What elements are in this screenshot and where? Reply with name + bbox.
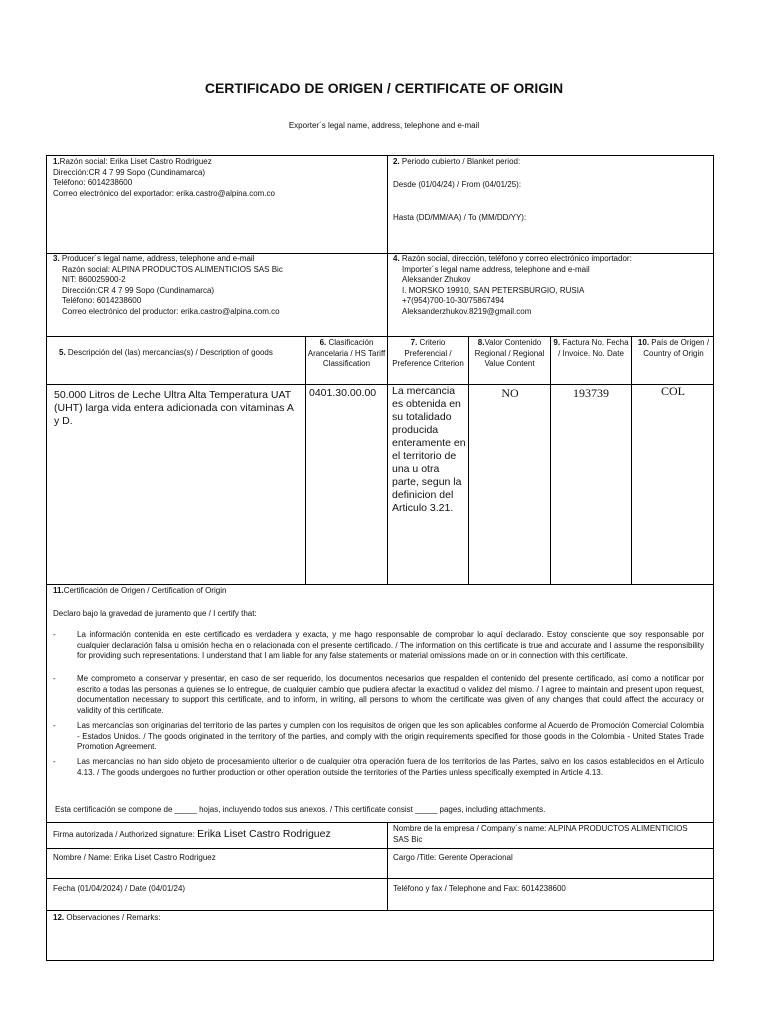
certification-heading: 11.Certificación de Origen / Certification of Origin [53,586,227,595]
divider [46,584,714,585]
producer-label: Producer´s legal name, address, telephone and e-mail [59,254,255,263]
divider [46,336,714,337]
field-number: 5. [59,348,66,357]
invoice-number: 193739 [573,386,609,400]
bullet-marker: - [53,757,56,766]
remarks-field [53,913,161,924]
signature-label: Firma autorizada / Authorized signature: [53,830,198,839]
header-country-origin: 10. País de Origen / Country of Origin [637,338,710,358]
divider [387,336,388,584]
divider [305,336,306,584]
importer-phone: +7(954)700-10-30/75867494 [402,296,505,305]
certificate-title: CERTIFICADO DE ORIGEN / CERTIFICATE OF ORIGIN [204,80,564,96]
certification-statement: Me comprometo a conservar y presentar, en caso de ser requerido, los documentos necesarios que respalden el contenido del presente certificado, así como a notificar por escrito a todas las personas a quienes se lo entregue, de cualquier cambio que pudiera afectar la exactitud o validez del mismo. / I agree to maintain and present upon request, documentation necessary to support this certificate, and to inform, in writing, all persons to whom the certificate was given of any changes that could affect the accuracy or validity of this certificate. [77,674,704,715]
period-to: Hasta (DD/MM/AA) / To (MM/DD/YY): [393,213,527,222]
field-number: 4. [393,254,400,263]
producer-nit: NIT: 860025900-2 [62,275,126,284]
page-count-statement: Esta certificación se compone de _____ hojas, incluyendo todos sus anexos. / This certificate consist _____ pages, including attachments. [55,805,546,814]
name-label: Nombre / Name: [53,853,114,862]
title-value: Gerente Operacional [438,853,513,862]
producer-phone: Teléfono: 6014238600 [62,296,142,305]
divider [46,822,714,823]
importer-label: Razón social, dirección, teléfono y correo electrónico importador: [399,254,632,263]
exporter-name: Razón social: Erika Liset Castro Rodriguez [59,157,212,166]
field-number: 11. [53,586,64,595]
goods-description: 50.000 Litros de Leche Ultra Alta Temperatura UAT (UHT) larga vida entera adicionada con vitaminas A y D. [54,389,294,427]
regional-value-content: NO [501,386,519,400]
divider [387,822,388,910]
certification-intro: Declaro bajo la gravedad de juramento que / I certify that: [53,609,257,618]
header-invoice: 9. Factura No. Fecha / Invoice. No. Date [553,338,629,358]
name-field [53,853,216,864]
company-label: Nombre de la empresa / Company´s name: [393,824,549,833]
preference-criterion: La mercancia es obtenida en su totalidado producida enteramente en el territorio de una u otra parte, segun la definicion del Articulo 3.21. [392,385,466,514]
importer-section [393,254,632,317]
bullet-marker: - [53,674,56,683]
field-number: 1. [53,157,60,166]
exporter-email: Correo electrónico del exportador: erika.castro@alpina.com.co [53,188,276,198]
field-number: 9. [553,338,561,347]
field-number: 10. [637,338,650,347]
date-field: Fecha (01/04/2024) / Date (04/01/24) [53,884,186,893]
field-number: 3. [53,254,60,263]
remarks-label: Observaciones / Remarks: [64,913,161,922]
bullet-marker: - [53,630,56,639]
blanket-period-section [393,157,520,168]
field-number: 7. [410,338,418,347]
divider [631,336,632,584]
certification-statement: Las mercancías no han sido objeto de procesamiento ulterior o de cualquier otra operación fuera de los territorios de las Partes, salvo en los casos establecidos en el Artículo 4.13. / The goods undergoes no further production or other operation outside the territories of the Parties unless specifically exempted in Article 4.13. [77,757,704,777]
hs-code: 0401.30.00.00 [309,387,377,399]
divider [387,155,388,336]
header-description: 5. Descripción del (las) mercancías(s) / Description of goods [59,348,273,357]
producer-section [53,254,283,317]
producer-address: Dirección:CR 4 7 99 Sopo (Cundinamarca) [62,285,215,295]
divider [46,848,714,849]
title-field [393,853,513,864]
title-label: Cargo /Title: [393,853,439,862]
header-hs-classification: 6. Clasificación Arancelaria / HS Tariff Classification [307,338,386,368]
country-of-origin: COL [661,384,685,398]
company-field [393,824,703,845]
importer-name: Aleksander Zhukov [402,275,471,284]
certification-statement: La información contenida en este certificado es verdadera y exacta, y me hago responsable de comprobar lo aquí declarado. Estoy consciente que soy responsable por cualquier declaración falsa u omisión hecha en o relacionada con el presente certificado. / The information on this certificate is true and accurate and I assume the responsibility for providing such representations. I understand that I am liable for any false statements or material omissions made on or in connection with this certificate. [77,630,704,660]
exporter-phone: Teléfono: 6014238600 [53,178,133,187]
period-from: Desde (01/04/24) / From (04/01/25): [393,180,522,189]
bullet-marker: - [53,721,56,730]
importer-sublabel: Importer´s legal name address, telephone and e-mail [402,264,590,274]
exporter-subtitle: Exporter´s legal name, address, telephone and e-mail [288,121,480,130]
divider [46,384,714,385]
phone-label: Teléfono y fax / Telephone and Fax: [393,884,522,893]
producer-name: Razón social: ALPINA PRODUCTOS ALIMENTICIOS SAS Bic [62,264,283,274]
importer-address: I. MORSKO 19910, SAN PETERSBURGIO, RUSIA [402,285,585,295]
divider [46,878,714,879]
divider [550,336,551,584]
phone-value: 6014238600 [521,884,566,893]
company-value: ALPINA PRODUCTOS ALIMENTICIOS SAS Bic [393,824,688,844]
certification-statement: Las mercancías son originarias del territorio de las partes y cumplen con los requisitos de origen que les son aplicables conforme al Acuerdo de Promoción Comercial Colombia - Estados Unidos. / The goods originated in the territory of the parties, and comply with the origin requirements specified for those goods in the Colombia - United States Trade Promotion Agreement. [77,721,704,751]
phone-field [393,884,566,895]
producer-email: Correo electrónico del productor: erika.castro@alpina.com.co [62,306,280,316]
field-number: 12. [53,913,65,922]
field-number: 2. [393,157,400,166]
name-value: Erika Liset Castro Rodriguez [113,853,216,862]
signature-field [53,824,331,842]
field-number: 8. [477,338,485,347]
importer-email: Aleksanderzhukov.8219@gmail.com [402,306,532,316]
exporter-address: Dirección:CR 4 7 99 Sopo (Cundinamarca) [53,167,206,177]
exporter-section [53,157,275,199]
header-regional-value: 8.Valor Contenido Regional / Regional Value Content [474,338,545,368]
header-preference-criterion: 7. Criterio Preferencial / Preference Criterion [392,338,464,368]
signature-value: Erika Liset Castro Rodriguez [197,828,331,840]
divider [46,910,714,911]
field-number: 6. [319,338,327,347]
blanket-period-label: Periodo cubierto / Blanket period: [399,157,521,166]
divider [468,336,469,584]
